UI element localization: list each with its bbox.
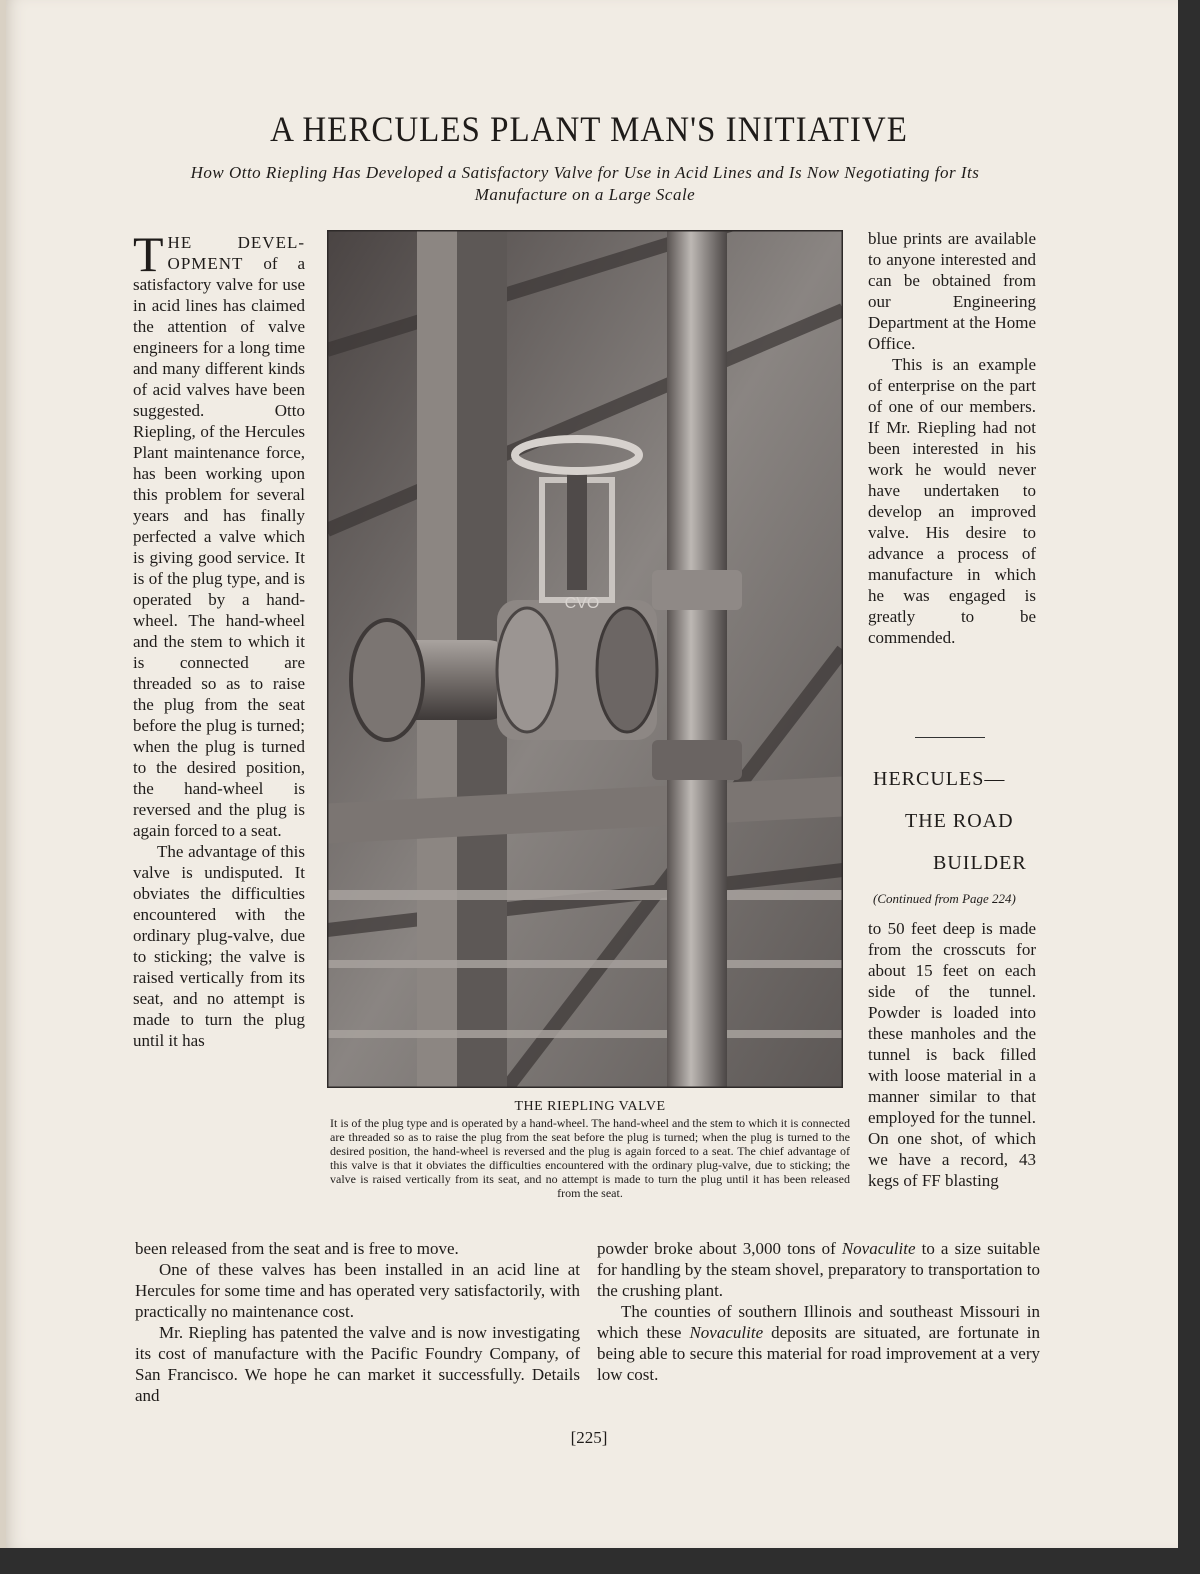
bottom-left-column (135, 1238, 580, 1406)
valve-marking: CVO (564, 595, 600, 612)
section-heading: BUILDER (933, 852, 1027, 874)
lead-in: HE DEVEL-OPMENT (167, 233, 305, 273)
paragraph: blue prints are available to anyone interested and can be obtained from our Engineering Department at the Home Office. (868, 229, 1036, 353)
paragraph: been released from the seat and is free to move. (135, 1239, 459, 1258)
paragraph: of a satisfactory valve for use in acid lines has claimed the attention of valve engineers for a long time and many different kinds of acid valves have been suggested. Otto Riepling, of the Hercules Plant maintenance force, has been working upon this problem for several years and has finally perfected a valve which is giving good service. It is of the plug type, and is operated by a hand-wheel. The hand-wheel and the stem to which it is connected are threaded so as to raise the plug from the seat before the plug is turned; when the plug is turned to the desired position, the hand-wheel is reversed and the plug is again forced to a seat. (133, 254, 305, 840)
bottom-right-column (597, 1238, 1040, 1385)
caption-title: THE RIEPLING VALVE (514, 1099, 666, 1114)
left-column (133, 226, 305, 1051)
text: to a size suitable for handling by the steam shovel, preparatory to transportation to the crushing plant. (597, 1239, 1040, 1300)
paragraph: to 50 feet deep is made from the crosscuts for about 15 feet on each side of the tunnel. Powder is loaded into these manholes and the tunnel is back filled with loose material in a manner similar to that employed for the tunnel. On one shot, of which we have a record, 43 kegs of FF blasting (868, 919, 1036, 1190)
text: deposits are situated, are fortunate in being able to secure this material for road improvement at a very low cost. (597, 1323, 1041, 1384)
paragraph: One of these valves has been installed in an acid line at Hercules for some time and has operated very satisfactorily, with practically no maintenance cost. (135, 1260, 580, 1321)
section-heading: HERCULES— (873, 768, 1006, 790)
continued-note: (Continued from Page 224) (873, 891, 1016, 906)
drop-cap: T (133, 226, 164, 282)
paragraph (597, 1301, 1040, 1385)
section-heading: THE ROAD (905, 810, 1014, 832)
page-number: [225] (570, 1428, 608, 1447)
emphasis: Novaculite (689, 1323, 764, 1342)
text: powder broke about 3,000 tons of (597, 1239, 842, 1258)
section-divider (915, 737, 985, 738)
right-column-continued (868, 918, 1036, 1191)
paragraph: Mr. Riepling has patented the valve and is now investigating its cost of manufacture with the Pacific Foundry Company, of San Francisco. We hope he can market it successfully. Details and (135, 1323, 580, 1405)
right-column (868, 228, 1036, 648)
text: The counties of southern Illinois and southeast Missouri in which these (597, 1302, 1040, 1342)
emphasis: Novaculite (841, 1239, 916, 1258)
article-title: A HERCULES PLANT MAN'S INITIATIVE (270, 110, 908, 150)
paragraph: This is an example of enterprise on the part of one of our members. If Mr. Riepling had not been interested in his work he would never have undertaken to develop an improved valve. His desire to advance a process of manufacture in which he was engaged is greatly to be commended. (868, 355, 1036, 647)
riepling-valve-photo (327, 230, 843, 1088)
paragraph: The advantage of this valve is undisputed. It obviates the difficulties encountered with the ordinary plug-valve, due to sticking; the valve is raised vertically from its seat, and no attempt is made to turn the plug until it has (133, 842, 305, 1050)
paragraph (597, 1238, 1040, 1301)
figure-caption (330, 1100, 850, 1200)
caption-body: It is of the plug type and is operated by a hand-wheel. The hand-wheel and the stem to which it is connected are threaded so as to raise the plug from the seat before the plug is turned; when the plug is turned to the desired position, the hand-wheel is reversed and the plug is again forced to a seat. The chief advantage of this valve is that it obviates the difficulties encountered with the ordinary plug-valve, due to sticking; the valve is raised vertically from its seat, and no attempt is made to turn the plug until it has been released from the seat. (330, 1116, 850, 1200)
article-subtitle: How Otto Riepling Has Developed a Satisfactory Valve for Use in Acid Lines and Is Now Negotiating for Its Manufacture on a Large Scale (190, 163, 980, 204)
